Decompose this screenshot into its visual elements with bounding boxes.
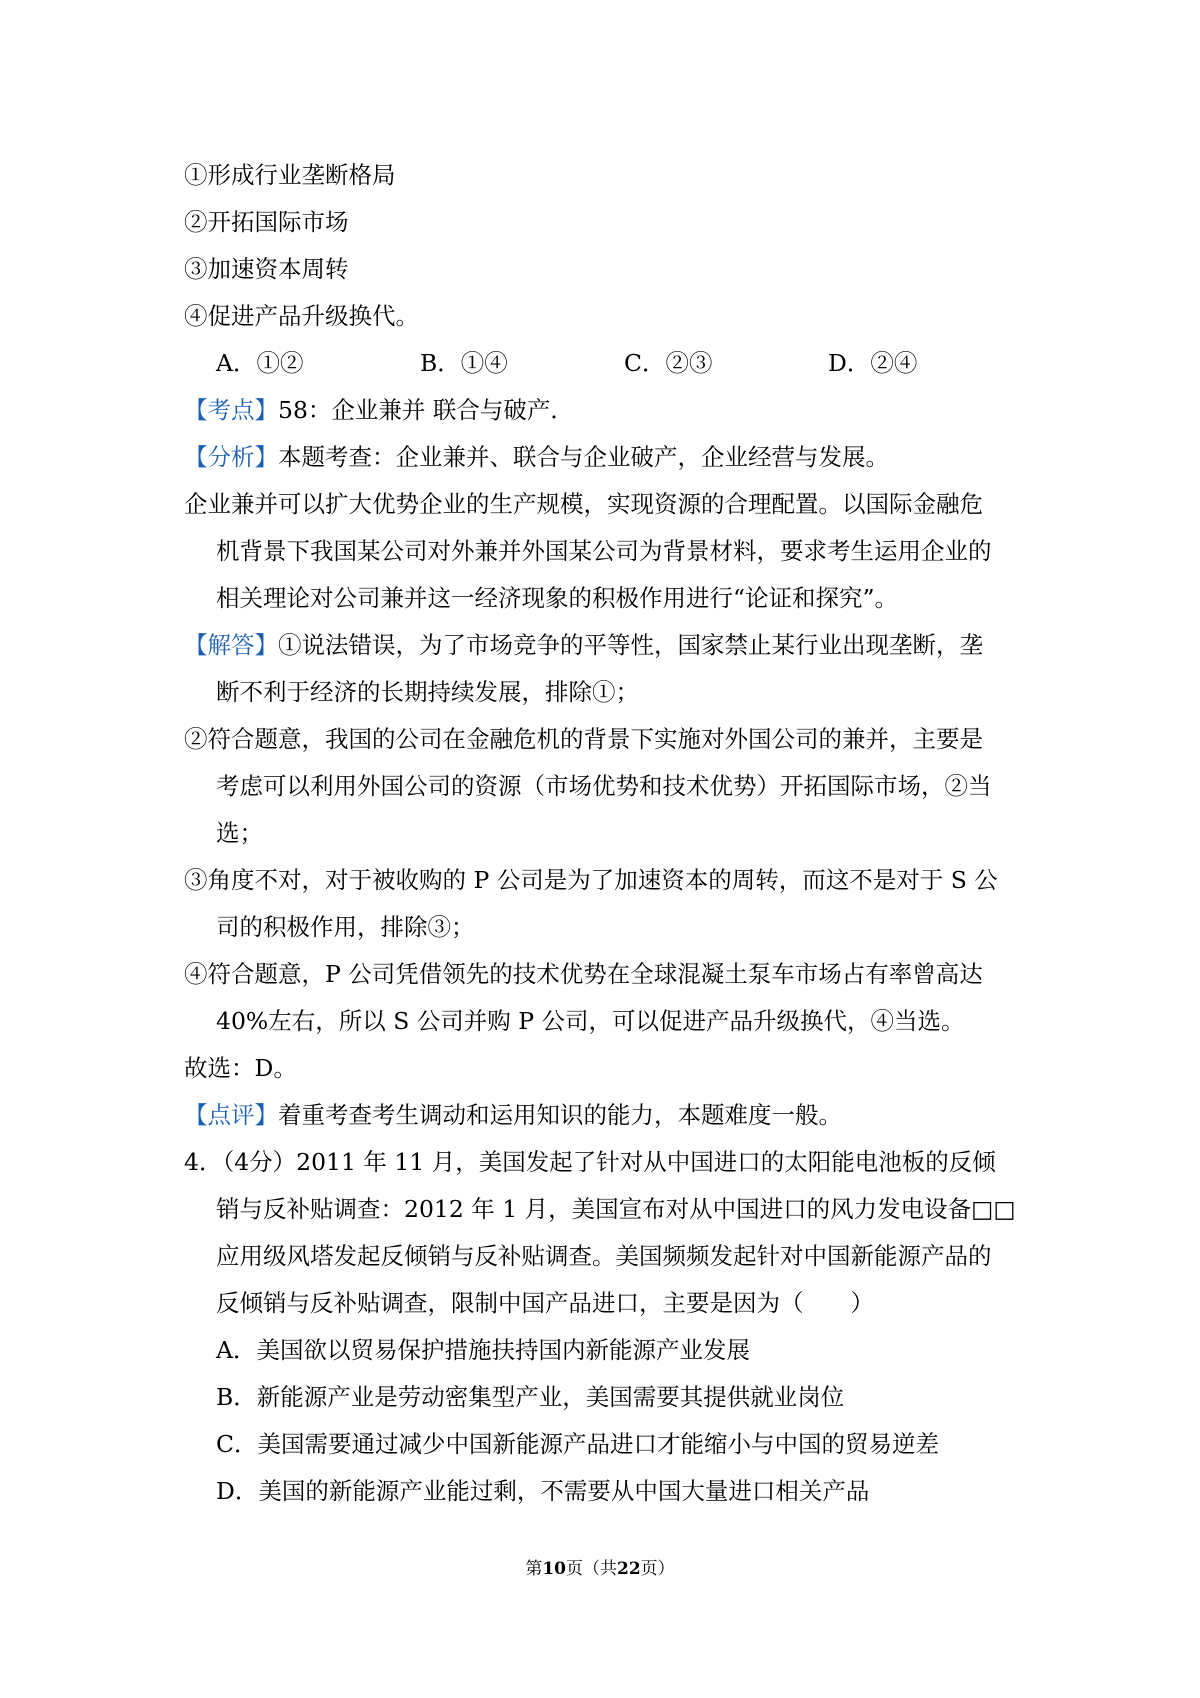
answer-options bbox=[184, 340, 1032, 387]
fenxi-line: 企业兼并可以扩大优势企业的生产规模，实现资源的合理配置。以国际金融危 bbox=[184, 490, 983, 518]
question-4-stem: 反倾销与反补贴调查，限制中国产品进口，主要是因为（ ） bbox=[216, 1289, 874, 1317]
kaodian-tag: 【考点】 bbox=[184, 396, 278, 424]
jieda-line: 40%左右，所以 S 公司并购 P 公司，可以促进产品升级换代，④当选。 bbox=[216, 1007, 965, 1035]
jieda-line: 考虑可以利用外国公司的资源（市场优势和技术优势）开拓国际市场，②当 bbox=[216, 772, 992, 800]
dianping-text: 着重考查考生调动和运用知识的能力，本题难度一般。 bbox=[278, 1101, 842, 1129]
jieda-line: 断不利于经济的长期持续发展，排除①； bbox=[216, 678, 639, 706]
question-4-option-b: B．新能源产业是劳动密集型产业，美国需要其提供就业岗位 bbox=[216, 1383, 845, 1411]
jieda-conclusion: 故选：D。 bbox=[184, 1054, 297, 1082]
page-footer bbox=[0, 1557, 1200, 1581]
question-4-option-c: C．美国需要通过减少中国新能源产品进口才能缩小与中国的贸易逆差 bbox=[216, 1430, 939, 1458]
footer-prefix: 第 bbox=[525, 1559, 543, 1579]
option-c: C．②③ bbox=[624, 349, 713, 377]
kaodian-section bbox=[184, 387, 1032, 434]
fenxi-tag: 【分析】 bbox=[184, 443, 278, 471]
footer-mid: 页（共 bbox=[566, 1559, 617, 1579]
jieda-line: 选； bbox=[216, 819, 263, 847]
fenxi-line: 相关理论对公司兼并这一经济现象的积极作用进行“论证和探究”。 bbox=[216, 584, 899, 612]
footer-suffix: 页） bbox=[640, 1559, 675, 1579]
statement-4: ④促进产品升级换代。 bbox=[184, 302, 419, 330]
jieda-line: ④符合题意，P 公司凭借领先的技术优势在全球混凝土泵车市场占有率曾高达 bbox=[184, 960, 983, 988]
footer-page-number: 10 bbox=[542, 1559, 566, 1579]
fenxi-text: 本题考查：企业兼并、联合与企业破产，企业经营与发展。 bbox=[278, 443, 889, 471]
footer-total-pages: 22 bbox=[617, 1559, 641, 1579]
option-a: A．①② bbox=[216, 349, 304, 377]
option-b: B．①④ bbox=[420, 349, 508, 377]
question-4-option-a: A．美国欲以贸易保护措施扶持国内新能源产业发展 bbox=[216, 1336, 750, 1364]
question-4-stem: 销与反补贴调查：2012 年 1 月，美国宣布对从中国进口的风力发电设备□□ bbox=[216, 1195, 1016, 1223]
jieda-line: ②符合题意，我国的公司在金融危机的背景下实施对外国公司的兼并，主要是 bbox=[184, 725, 983, 753]
jieda-first-line: ①说法错误，为了市场竞争的平等性，国家禁止某行业出现垄断，垄 bbox=[278, 631, 983, 659]
question-4-stem: 应用级风塔发起反倾销与反补贴调查。美国频频发起针对中国新能源产品的 bbox=[216, 1242, 992, 1270]
dianping-section bbox=[184, 1092, 1032, 1139]
kaodian-text: 58：企业兼并 联合与破产． bbox=[278, 396, 574, 424]
jieda-line: 司的积极作用，排除③； bbox=[216, 913, 475, 941]
question-4-stem: 4．（4分）2011 年 11 月，美国发起了针对从中国进口的太阳能电池板的反倾 bbox=[184, 1148, 996, 1176]
option-d: D．②④ bbox=[828, 349, 918, 377]
dianping-tag: 【点评】 bbox=[184, 1101, 278, 1129]
jieda-tag: 【解答】 bbox=[184, 631, 278, 659]
question-4-option-d: D．美国的新能源产业能过剩，不需要从中国大量进口相关产品 bbox=[216, 1477, 870, 1505]
document-page bbox=[184, 152, 1032, 1515]
fenxi-section bbox=[184, 434, 1032, 481]
jieda-section bbox=[184, 622, 1032, 669]
jieda-line: ③角度不对，对于被收购的 P 公司是为了加速资本的周转，而这不是对于 S 公 bbox=[184, 866, 998, 894]
fenxi-line: 机背景下我国某公司对外兼并外国某公司为背景材料，要求考生运用企业的 bbox=[216, 537, 992, 565]
statement-2: ②开拓国际市场 bbox=[184, 208, 349, 236]
statement-3: ③加速资本周转 bbox=[184, 255, 349, 283]
statement-1: ①形成行业垄断格局 bbox=[184, 161, 396, 189]
